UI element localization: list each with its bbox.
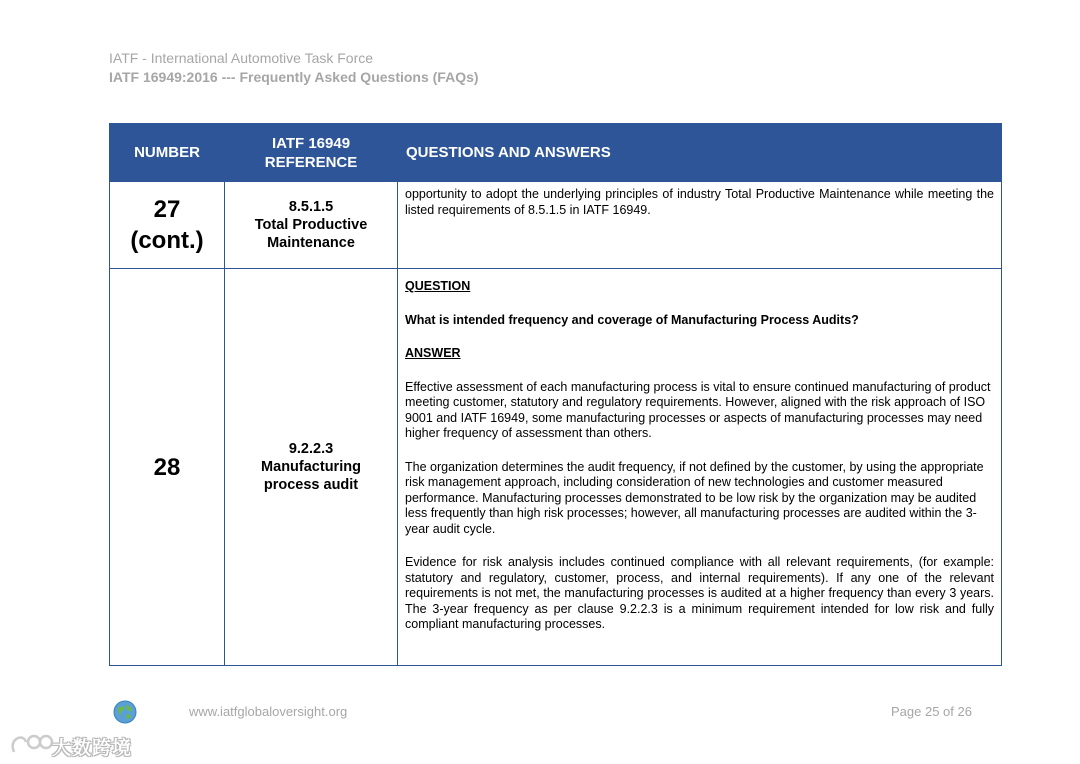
row-qa: [398, 182, 1002, 269]
row-number-line1: 27: [153, 196, 181, 223]
globe-logo-icon: [112, 699, 138, 725]
col-header-qa: QUESTIONS AND ANSWERS: [398, 124, 1002, 182]
footer-url: www.iatfglobaloversight.org: [189, 704, 348, 719]
faq-table: [109, 123, 1002, 666]
ref-title-line1: Total Productive: [254, 217, 368, 233]
answer-paragraph-3: Evidence for risk analysis includes continued compliance with all relevant requirements, (for example: statutory and regulatory, customer, process, and internal requirements). If any one of the relevant requirements is not met, the manufacturing processes is audited at a higher frequency than every 3 years. The 3-year frequency as per clause 9.2.2.3 is a minimum requirement intended for low risk and fully compliant manufacturing processes.: [405, 555, 994, 631]
row-reference: [225, 269, 398, 666]
question-label: QUESTION: [405, 279, 471, 293]
page-header: [109, 49, 479, 87]
col-header-reference-line1: IATF 16949: [271, 134, 351, 152]
row-number: [110, 269, 225, 666]
ref-code: 9.2.2.3: [288, 441, 334, 457]
ref-title-line2: process audit: [263, 477, 359, 493]
footer-page-number: Page 25 of 26: [891, 704, 972, 719]
col-header-number: NUMBER: [110, 124, 225, 182]
row-qa: [398, 269, 1002, 666]
table-header-row: [110, 124, 1002, 182]
row-number-line1: 28: [153, 453, 181, 481]
header-org: IATF - International Automotive Task Force: [109, 50, 374, 66]
col-header-reference-line2: REFERENCE: [264, 153, 358, 171]
answer-paragraph-1: Effective assessment of each manufacturing process is vital to ensure continued manufacturing of product meeting customer, statutory and regulatory requirements. However, aligned with the risk approach of ISO 9001 and IATF 16949, some manufacturing processes or aspects of manufacturing processes may need higher frequency of assessment than others.: [405, 379, 991, 440]
answer-label: ANSWER: [405, 346, 461, 360]
row-reference: [225, 182, 398, 269]
watermark-text: 大数跨境: [52, 738, 133, 759]
row-number: [110, 182, 225, 269]
answer-paragraph-2: The organization determines the audit frequency, if not defined by the customer, by using the appropriate risk management approach, including consideration of new technologies and customer measured performance. Manufacturing processes demonstrated to be low risk by the organization may be audited less frequently than high risk processes; however, all manufacturing processes are audited within the 3-year audit cycle.: [405, 459, 984, 536]
table-row: [110, 182, 1002, 269]
ref-code: 8.5.1.5: [288, 199, 334, 215]
ref-title-line1: Manufacturing: [261, 459, 361, 475]
col-header-reference: [225, 124, 398, 182]
ref-title-line2: Maintenance: [267, 235, 355, 251]
table-row: [110, 269, 1002, 666]
question-text: What is intended frequency and coverage of Manufacturing Process Audits?: [405, 312, 859, 327]
row-number-line2: (cont.): [130, 227, 204, 254]
header-doc-title: IATF 16949:2016 --- Frequently Asked Questions (FAQs): [109, 69, 479, 85]
qa-continued-text: opportunity to adopt the underlying principles of industry Total Productive Maintenance while meeting the listed requirements of 8.5.1.5 in IATF 16949.: [405, 187, 994, 217]
